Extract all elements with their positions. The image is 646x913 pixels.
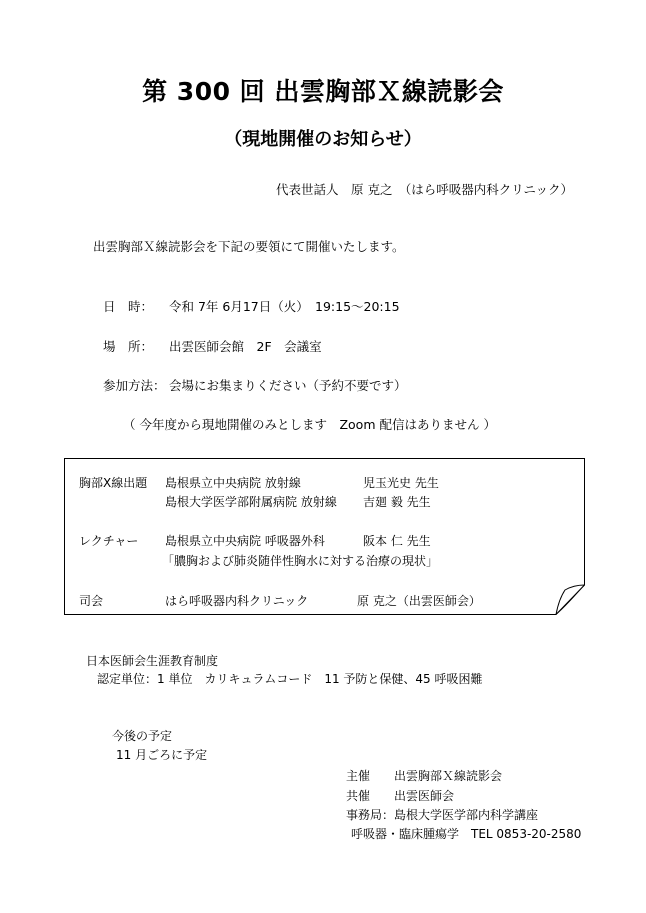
xray-org-1: 島根県立中央病院 放射線 bbox=[165, 476, 301, 490]
organizer-cohost: 共催 出雲医師会 bbox=[346, 789, 455, 803]
future-title: 今後の予定 bbox=[112, 729, 173, 743]
chair-label: 司会 bbox=[79, 594, 104, 608]
page-subtitle: （現地開催のお知らせ） bbox=[224, 129, 422, 150]
cme-title: 日本医師会生涯教育制度 bbox=[86, 654, 219, 668]
organizer-contact: 呼吸器・臨床腫瘍学 TEL 0853-20-2580 bbox=[351, 827, 582, 841]
intro-text: 出雲胸部Ｘ線読影会を下記の要領にて開催いたします。 bbox=[93, 239, 405, 254]
xray-presenter-2: 吉廻 毅 先生 bbox=[363, 495, 431, 509]
method-label: 参加方法： bbox=[103, 378, 166, 393]
online-note: （ 今年度から現地開催のみとします Zoom 配信はありません ） bbox=[123, 417, 496, 432]
place-value: 出雲医師会館 2F 会議室 bbox=[169, 339, 322, 354]
xray-org-2: 島根大学医学部附属病院 放射線 bbox=[165, 495, 337, 509]
date-label: 日 時： bbox=[103, 299, 154, 314]
xray-presenter-1: 児玉光史 先生 bbox=[363, 476, 439, 490]
future-detail: 11 月ごろに予定 bbox=[116, 748, 208, 762]
organizer-host: 主催 出雲胸部Ｘ線読影会 bbox=[346, 769, 503, 783]
organizer-office: 事務局：島根大学医学部内科学講座 bbox=[346, 808, 539, 822]
chair-org: はら呼吸器内科クリニック bbox=[165, 594, 309, 608]
representative: 代表世話人 原 克之 （はら呼吸器内科クリニック） bbox=[276, 182, 573, 197]
method-value: 会場にお集まりください（予約不要です） bbox=[169, 378, 407, 393]
page-title: 第 300 回 出雲胸部Ｘ線読影会 bbox=[142, 77, 504, 106]
chair-name: 原 克之（出雲医師会） bbox=[357, 594, 481, 608]
lecture-speaker: 阪本 仁 先生 bbox=[363, 534, 431, 548]
cme-detail: 認定単位：1 単位 カリキュラムコード 11 予防と保健、45 呼吸困難 bbox=[97, 672, 483, 686]
xray-label: 胸部X線出題 bbox=[79, 476, 148, 490]
lecture-title: 「膿胸および肺炎随伴性胸水に対する治療の現状」 bbox=[162, 554, 439, 568]
date-value: 令和 7年 6月17日（火） 19:15～20:15 bbox=[169, 299, 400, 314]
lecture-org: 島根県立中央病院 呼吸器外科 bbox=[165, 534, 325, 548]
lecture-label: レクチャー bbox=[79, 534, 139, 548]
place-label: 場 所： bbox=[103, 339, 154, 354]
